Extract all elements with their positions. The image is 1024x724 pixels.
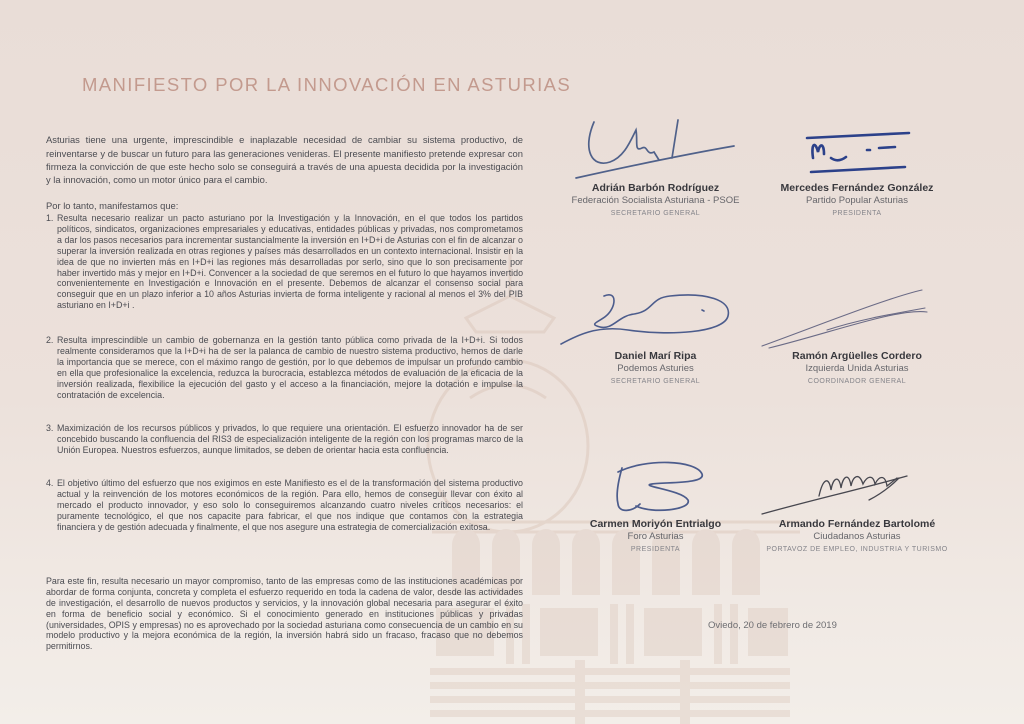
intro-paragraph: Asturias tiene una urgente, imprescindible e inaplazable necesidad de cambiar su sistema productivo, de reinventarse y de buscar un futuro para las generaciones venideras. El presente manifiesto pretende expresar con firmeza la convicción de que este hecho solo se conseguirá a través de una apuesta decidida por la investigación y la innovación, como un motor único para el cambio. [46,134,523,185]
signatory-block [742,112,972,217]
signatory-role: PRESIDENTA [630,546,681,553]
signature-daniel-ripa [556,288,756,350]
signatory-role: SECRETARIO GENERAL [610,210,701,217]
signatory-block [543,458,768,553]
signatory-name: Carmen Moriyón Entrialgo [589,518,722,530]
closing-paragraph: Para este fin, resulta necesario un mayor compromiso, tanto de las empresas como de las instituciones académicas por abordar de forma conjunta, concreta y completa el esfuerzo requerido en toda la cadena de valor, desde las actividades de investigación, el desarrollo de nuevos productos y servicios, y la innovación global necesaria para asegurar el éxito en forma de beneficio social y económico. Si el conocimiento generado en instituciones públicas y privadas (universidades, OPIS y empresas) no es aprovechado por la sociedad asturiana como consecuencia de un cambio en su modelo productivo y la mejora económica de la región, la inversión habrá sido un fracaso, fracaso que no debemos permitirnos. [46,575,523,652]
signatory-party: Izquierda Unida Asturias [805,363,909,374]
signatory-block [543,288,768,385]
signatory-party: Partido Popular Asturias [806,195,908,206]
signature-mercedes-fernandez [767,112,947,182]
manifesto-item-1 [46,213,523,311]
item-text: Resulta necesario realizar un pacto asturiano por la Investigación y la Innovación, en el que todos los partidos políticos, sindicatos, organizaciones empresariales y educativas, entidades públicas y privadas, nos comprometamos a dar los pasos necesarios para incrementar sustancialmente la inversión en I+D+i de Asturias con el fin de alcanzar o superar la inversión realizada en otras regiones y países más desarrollados en un contexto internacional. Insistir en la idea de que no invierten más en I+D+i las regiones más desarrolladas por serlo, sino que lo son precisamente por haber invertido más y mejor en I+D+i. Convencer a la sociedad de que seremos en el futuro lo que hayamos invertido convenientemente en Investigación e Innovación en el presente. Debemos de alcanzar el consenso social para conseguir que en un plazo inferior a 10 años Asturias invierta de forma inteligente y racional al menos el 3% del PIB asturiano en I+D+i . [57,213,523,311]
signatory-block [742,458,972,553]
item-text: Resulta imprescindible un cambio de gobernanza en la gestión tanto pública como privada de la I+D+i. Si todos realmente consideramos que la I+D+i ha de ser la palanca de cambio de nuestro sistema productivo, hemos de darle la importancia que se merece, con el máximo rango de gestión, por lo que debemos de impulsar un profundo cambio en ella que profesionalice la excelencia, reduzca la burocracia, establezca métodos de evaluación de la eficacia de la inversión realizada, flexibilice la ejecución del gasto y el acceso a la financiación, mejore la dotación e impulse la contratación de excelencia. [57,335,523,400]
signature-adrian-barbon [566,112,746,182]
manifesto-item-3 [46,423,523,456]
signatory-role: COORDINADOR GENERAL [807,378,907,385]
item-number: 4. [46,478,54,488]
signatory-role: PRESIDENTA [832,210,882,217]
signatory-name: Daniel Marí Ripa [614,350,697,362]
signatory-role: SECRETARIO GENERAL [610,378,701,385]
date-place-line: Oviedo, 20 de febrero de 2019 [708,620,837,631]
item-text: Maximización de los recursos públicos y privados, lo que requiere una orientación. El esfuerzo innovador ha de ser concebido buscando la confluencia del RIS3 de especialización inteligente de la región con los programas marco de la Unión Europea. Nuestros esfuerzos, aunque limitados, se deben de orientar hacia esta confluencia. [57,423,523,455]
signature-armando-fernandez [757,458,957,518]
item-number: 1. [46,213,54,223]
signatory-party: Podemos Asturies [617,363,694,374]
signatory-name: Adrián Barbón Rodríguez [591,182,720,194]
item-number: 2. [46,335,54,345]
item-number: 3. [46,423,54,433]
signatory-role: PORTAVOZ DE EMPLEO, INDUSTRIA Y TURISMO [766,546,948,553]
signatory-block [742,288,972,385]
signatory-block [543,112,768,217]
signatory-party: Ciudadanos Asturias [813,531,901,542]
signatory-name: Mercedes Fernández González [780,182,934,194]
signatory-name: Ramón Argüelles Cordero [792,350,922,362]
signatory-party: Foro Asturias [627,531,684,542]
page-title: MANIFIESTO POR LA INNOVACIÓN EN ASTURIAS [82,74,572,95]
signature-carmen-moriyon [566,458,746,518]
item-text: El objetivo último del esfuerzo que nos exigimos en este Manifiesto es el de la transformación del sistema productivo actual y la reinvención de los motores económicos de la región. Para ello, hemos de conseguir llevar con éxito al mercado el producto innovador, y eso solo lo conseguiremos alcanzando cuatro niveles críticos necesarios: el puramente tecnológico, el que nos capacite para fabricar, el que nos indique que contamos con la estrategia financiera y de gestión adecuada y finalmente, el que nos asegure una estrategia de comercialización exitosa. [57,478,523,532]
manifesto-item-2 [46,335,523,400]
signatory-party: Federación Socialista Asturiana - PSOE [571,195,740,206]
manifesto-item-4 [46,478,523,533]
signature-ramon-arguelles [757,288,957,350]
lead-in-line: Por lo tanto, manifestamos que: [46,200,179,212]
signatory-name: Armando Fernández Bartolomé [778,518,936,530]
